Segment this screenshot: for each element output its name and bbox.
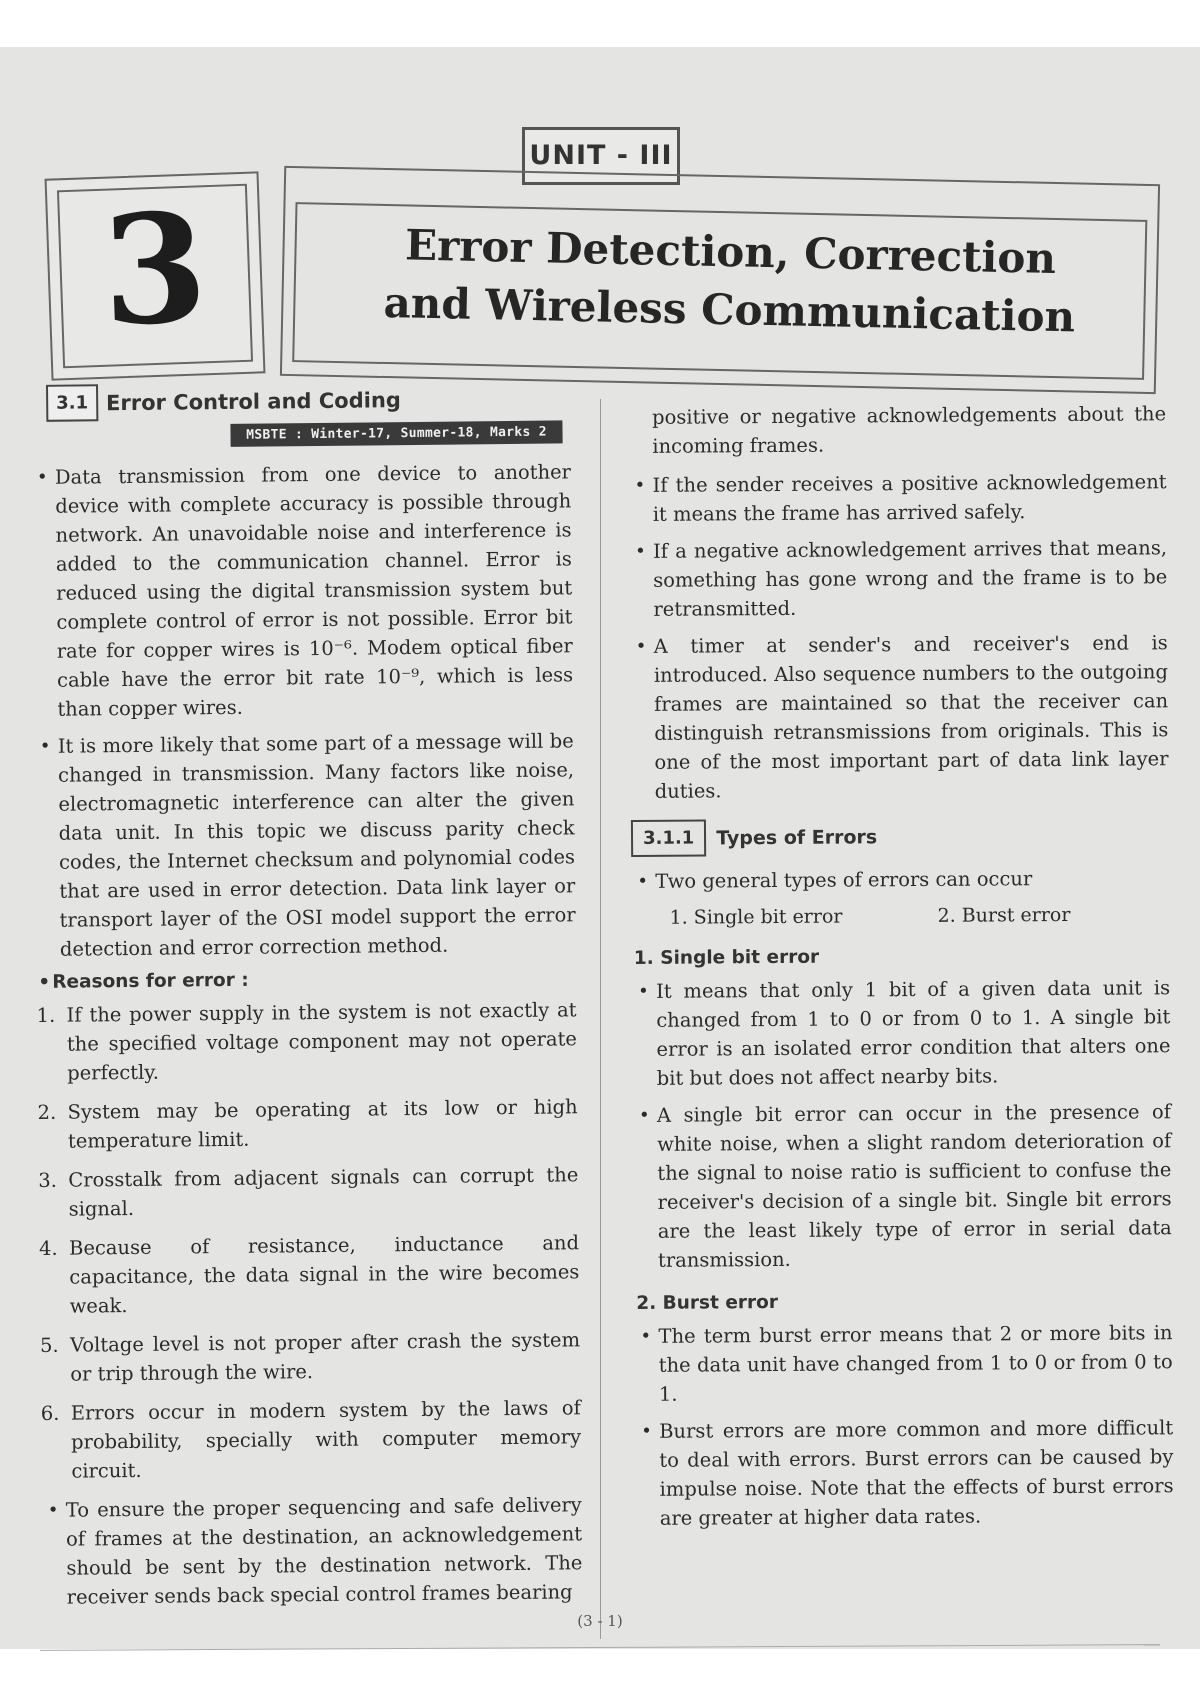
reason-number: 6. [40,1401,60,1425]
page [0,47,1200,1649]
section-heading [46,379,570,421]
reasons-heading: • Reasons for error : [38,966,576,993]
reason-item [41,1393,582,1486]
chapter-title-line1: Error Detection, Correction [404,220,1057,284]
burst-heading: 2. Burst error [636,1291,779,1314]
reason-item [36,995,577,1088]
section-title: Error Control and Coding [105,387,401,415]
reason-number: 4. [38,1236,58,1260]
paragraph-acknowledgement: • To ensure the proper sequencing and safe delivery of frames at the destination, an acknowledgement should be sent by the destination network. The receiver sends back special control frames bearing [42,1490,583,1612]
paragraph-continuation: positive or negative acknowledgements about the incoming frames. [652,402,1167,458]
burst-bullet-2: • Burst errors are more common and more difficult to deal with errors. Burst errors can be caused by impulse noise. Note that the effects of burst errors are greater at higher data rates. [635,1413,1174,1533]
chapter-title-box [280,166,1160,394]
burst-bullet-1: • The term burst error means that 2 or more bits in the data unit have changed from 1 to 0 or from 0 to 1. [634,1318,1173,1409]
error-types [631,900,1169,932]
subsection-number: 3.1.1 [631,819,707,857]
reason-text: System may be operating at its low or high temperature limit. [67,1095,578,1153]
types-intro: • Two general types of errors can occur [631,863,1169,896]
reason-item [40,1325,581,1389]
reason-text: If the power supply in the system is not exactly at the specified voltage component may not operate perfectly. [66,998,577,1085]
chapter-number-box [45,171,266,380]
reasons-list [36,995,581,1486]
reason-item [37,1092,578,1156]
chapter-title [343,215,1117,347]
paragraph-data-transmission: • Data transmission from one device to another device with complete accuracy is possible through network. An unavoidable noise and interference is added to the communication channel. Error is reduced using the digital transmission system but complete control of error is not possible. Error bit rate for copper wires is 10⁻⁶. Modem optical fiber cable have the error bit rate 10⁻⁹, which is less than copper wires. [31,457,574,724]
bullet-negative-ack: • If a negative acknowledgement arrives that means, something has gone wrong and the frame is to be retransmitted. [629,533,1168,624]
reason-text: Errors occur in modern system by the laws of probability, specially with computer memory circuit. [70,1396,582,1483]
subsection-heading [631,816,1169,857]
left-column [30,379,583,1609]
footer-rule [40,1644,1160,1651]
section-number: 3.1 [46,384,98,422]
reason-number: 1. [36,1003,56,1027]
unit-label: UNIT - III [522,127,680,185]
reason-item [38,1160,579,1224]
paragraph-message-changed: • It is more likely that some part of a message will be changed in transmission. Many factors like noise, electromagnetic interference can alter the given data unit. In this topic we discuss parity check codes, the Internet checksum and polynomial codes that are used in error detection. Data link layer or transport layer of the OSI model support the error detection and error correction method. [34,726,576,964]
chapter-title-line2: and Wireless Communication [383,277,1076,342]
error-type-burst: 2. Burst error [937,903,1071,927]
error-type-single: 1. Single bit error [669,905,843,929]
msbte-badge: MSBTE : Winter-17, Summer-18, Marks 2 [230,420,562,446]
bullet-timer: • A timer at sender's and receiver's end is introduced. Also sequence numbers to the outgoing frames are maintained so that the receiver can distinguish retransmissions from originals. This is one of the most important part of data link layer duties. [630,628,1169,806]
single-bit-bullet-2: • A single bit error can occur in the presence of white noise, when a slight random deterioration of the signal to noise ratio is sufficient to confuse the receiver's decision of a single bit. Single bit errors are the least likely type of error in serial data transmission. [633,1097,1172,1275]
reason-text: Because of resistance, inductance and capacitance, the data signal in the wire becomes weak. [68,1231,580,1318]
reason-number: 2. [37,1100,57,1124]
column-divider [600,399,601,1639]
reason-number: 5. [39,1333,59,1357]
single-bit-heading: 1. Single bit error [633,946,820,969]
reason-number: 3. [38,1168,58,1192]
reason-item [39,1228,580,1321]
reason-text: Voltage level is not proper after crash the system or trip through the wire. [69,1328,581,1386]
chapter-number: 3 [99,180,211,360]
reason-text: Crosstalk from adjacent signals can corrupt the signal. [68,1163,579,1221]
right-column [628,399,1174,1603]
single-bit-bullet-1: • It means that only 1 bit of a given data unit is changed from 1 to 0 or from 0 to 1. A single bit error is an isolated error condition that alters one bit but does not affect nearby bits. [632,973,1171,1093]
bullet-positive-ack: • If the sender receives a positive acknowledgement it means the frame has arrived safely. [628,467,1166,529]
subsection-title: Types of Errors [716,825,878,849]
page-number: (3 - 1) [577,1612,623,1630]
